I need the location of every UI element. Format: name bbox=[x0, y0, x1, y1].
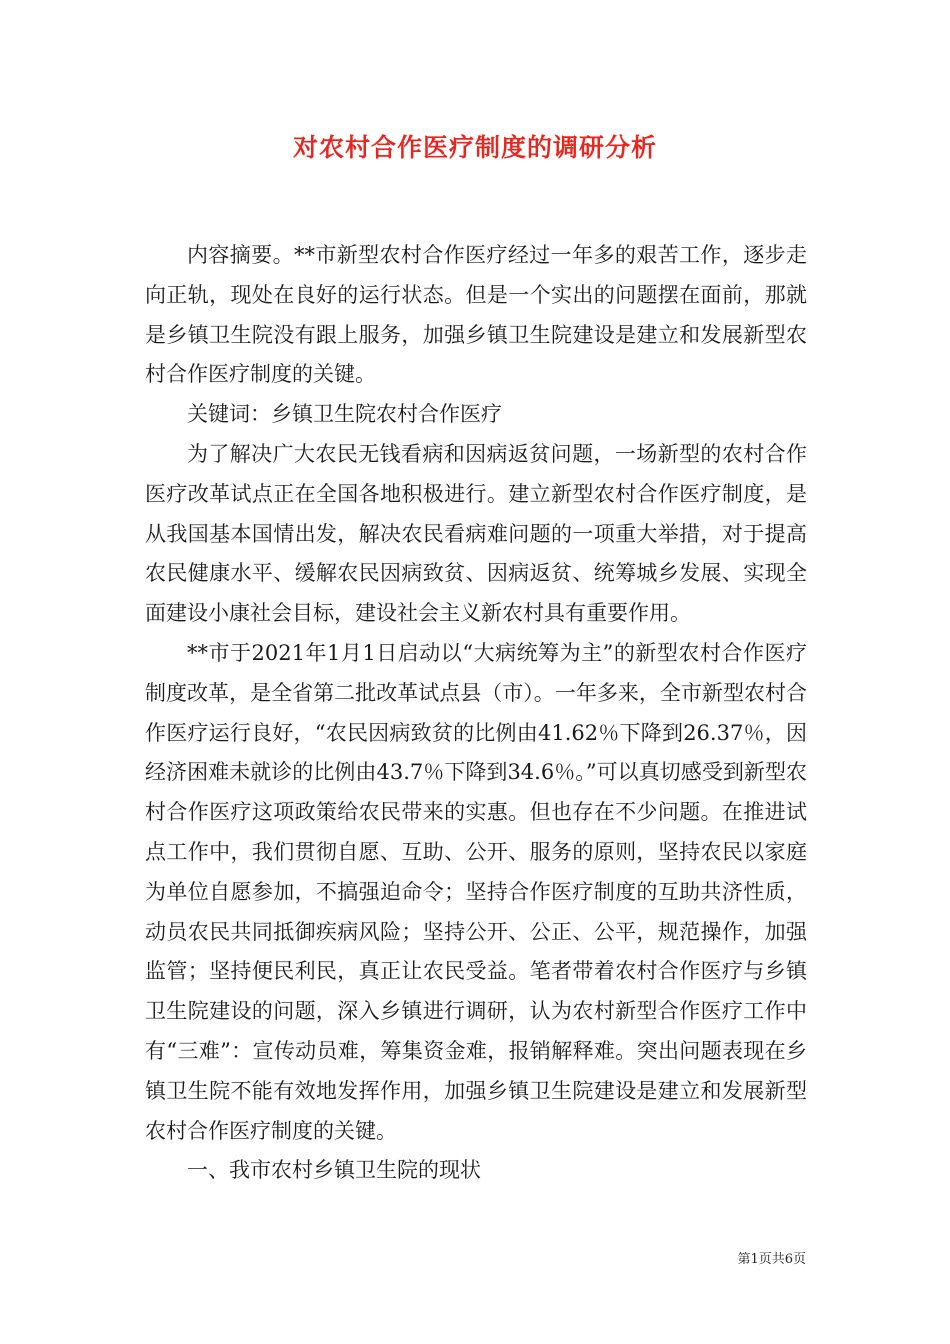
body-paragraph: **市于2021年1月1日启动以“大病统筹为主”的新型农村合作医疗制度改革，是全省第二批改革试点县（市）。一年多来，全市新型农村合作医疗运行良好，“农民因病致贫的比例由41.62％下降到26.37％，因经济困难未就诊的比例由43.7％下降到34.6％。”可以真切感受到新型农村合作医疗这项政策给农民带来的实惠。但也存在不少问题。在推进试点工作中，我们贯彻自愿、互助、公开、服务的原则，坚持农民以家庭为单位自愿参加，不搞强迫命令；坚持合作医疗制度的互助共济性质，动员农民共同抵御疾病风险；坚持公开、公正、公平，规范操作，加强监管；坚持便民利民，真正让农民受益。笔者带着农村合作医疗与乡镇卫生院建设的问题，深入乡镇进行调研，认为农村新型合作医疗工作中有“三难”：宣传动员难，筹集资金难，报销解释难。突出问题表现在乡镇卫生院不能有效地发挥作用，加强乡镇卫生院建设是建立和发展新型农村合作医疗制度的关键。 bbox=[145, 640, 807, 1143]
section-heading: 一、我市农村乡镇卫生院的现状 bbox=[187, 1158, 481, 1183]
intro-paragraph: 为了解决广大农民无钱看病和因病返贫问题，一场新型的农村合作医疗改革试点正在全国各地积极进行。建立新型农村合作医疗制度，是从我国基本国情出发，解决农民看病难问题的一项重大举措，对于提高农民健康水平、缓解农民因病致贫、因病返贫、统筹城乡发展、实现全面建设小康社会目标，建设社会主义新农村具有重要作用。 bbox=[145, 441, 807, 626]
abstract-paragraph: 内容摘要。**市新型农村合作医疗经过一年多的艰苦工作，逐步走向正轨，现处在良好的运行状态。但是一个实出的问题摆在面前，那就是乡镇卫生院没有跟上服务，加强乡镇卫生院建设是建立和发展新型农村合作医疗制度的关键。 bbox=[145, 243, 807, 387]
document-title: 对农村合作医疗制度的调研分析 bbox=[292, 133, 657, 162]
page-number: 第1页共6页 bbox=[737, 1252, 806, 1267]
keywords-paragraph: 关键词：乡镇卫生院农村合作医疗 bbox=[187, 402, 502, 427]
document-body bbox=[145, 236, 807, 1191]
